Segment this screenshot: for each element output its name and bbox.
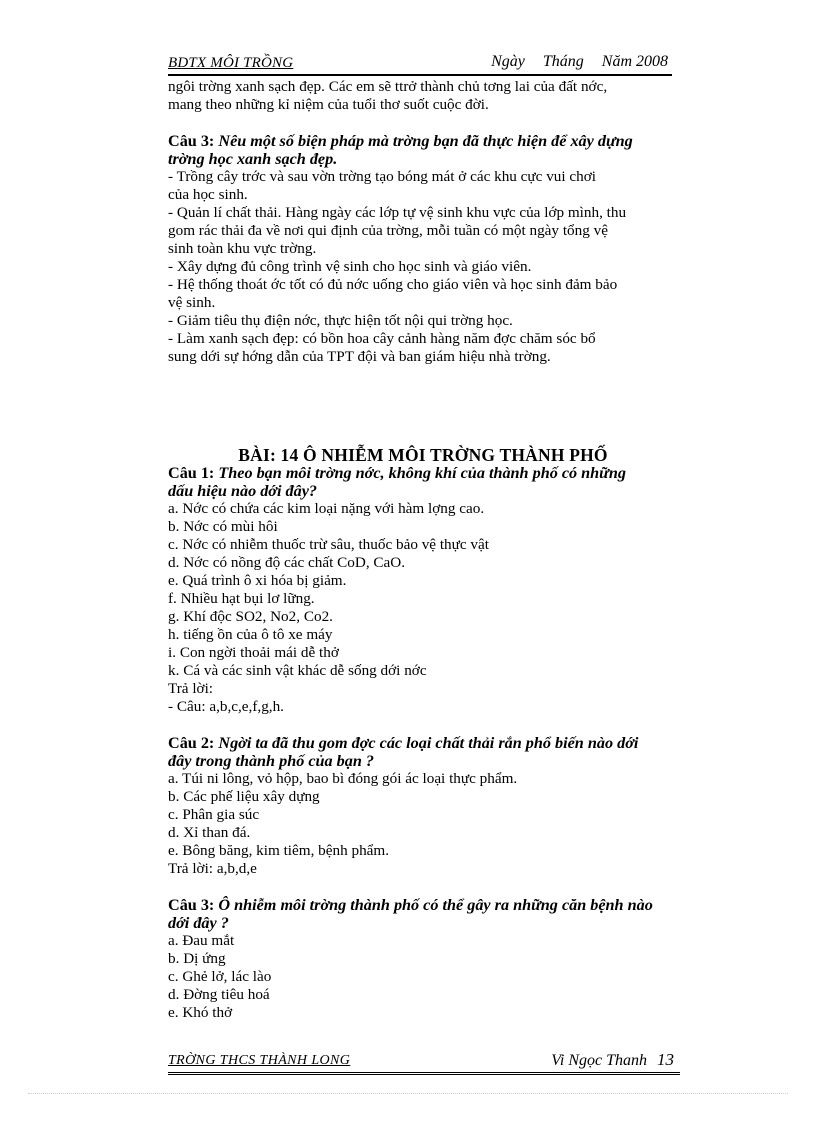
answer-line: - Xây dựng đủ công trình vệ sinh cho học sinh và giáo viên. <box>168 258 532 275</box>
answer-line: của học sinh. <box>168 186 248 203</box>
question-heading <box>168 464 678 482</box>
question-heading-cont <box>168 150 678 168</box>
option-line: f. Nhiều hạt bụi lơ lững. <box>168 590 315 607</box>
option-line: d. Xỉ than đá. <box>168 824 251 841</box>
question-heading <box>168 896 678 914</box>
header-date <box>473 53 668 71</box>
question-text: trờng học xanh sạch đẹp. <box>168 150 338 168</box>
question-label: Câu 3: <box>168 132 215 150</box>
option-line: c. Phân gia súc <box>168 806 260 823</box>
page-content <box>168 78 678 1022</box>
option-line: b. Nớc có mùi hôi <box>168 518 278 535</box>
question-text: Ngời ta đã thu gom đợc các loại chất thải rắn phổ biến nào dới <box>218 734 639 752</box>
page-footer <box>168 1050 680 1075</box>
option-line: e. Quá trình ô xi hóa bị giảm. <box>168 572 347 589</box>
option-line: h. tiếng ồn của ô tô xe máy <box>168 626 333 643</box>
question-text: Nêu một số biện pháp mà trờng bạn đã thực hiện để xây dựng <box>218 132 633 150</box>
footer-author-block <box>551 1050 674 1070</box>
intro-line: mang theo những kỉ niệm của tuổi thơ suốt cuộc đời. <box>168 96 489 113</box>
question-text: Theo bạn môi trờng nớc, không khí của thành phố có những <box>218 464 626 482</box>
option-line: a. Đau mắt <box>168 932 235 949</box>
question-heading-cont <box>168 752 678 770</box>
question-text: đây trong thành phố của bạn ? <box>168 752 374 770</box>
answer-label: Trả lời: <box>168 680 214 697</box>
option-line: i. Con ngời thoải mái dễ thở <box>168 644 339 661</box>
answer-line: - Hệ thống thoát ớc tốt có đủ nớc uống cho giáo viên và học sinh đảm bảo <box>168 276 618 293</box>
answer-line: gom rác thải đa về nơi qui định của trờng, mỗi tuần có một ngày tổng vệ <box>168 222 608 239</box>
question-text: dấu hiệu nào dới đây? <box>168 482 317 500</box>
page-bottom-divider <box>28 1093 788 1094</box>
answer-line: vệ sinh. <box>168 294 216 311</box>
option-line: d. Nớc có nồng độ các chất CoD, CaO. <box>168 554 406 571</box>
question-label: Câu 3: <box>168 896 215 914</box>
option-line: k. Cá và các sinh vật khác dễ sống dới nớc <box>168 662 427 679</box>
page-number: 13 <box>657 1050 674 1069</box>
footer-author: Vi Ngọc Thanh <box>551 1052 647 1069</box>
answer-line: - Giảm tiêu thụ điện nớc, thực hiện tốt nội qui trờng học. <box>168 312 513 329</box>
answer-line: - Làm xanh sạch đẹp: có bồn hoa cây cảnh hàng năm đợc chăm sóc bổ <box>168 330 596 347</box>
lesson-title: BÀI: 14 Ô NHIỄM MÔI TRỜNG THÀNH PHỐ <box>238 445 608 465</box>
option-line: a. Túi ni lông, vỏ hộp, bao bì đóng gói ác loại thực phẩm. <box>168 770 518 787</box>
option-line: b. Dị ứng <box>168 950 226 967</box>
header-day: Ngày <box>491 53 525 70</box>
option-line: c. Nớc có nhiễm thuốc trừ sâu, thuốc bảo vệ thực vật <box>168 536 489 553</box>
question-heading-cont <box>168 482 678 500</box>
option-line: d. Đờng tiêu hoá <box>168 986 270 1003</box>
option-line: c. Ghẻ lở, lác lào <box>168 968 272 985</box>
option-line: g. Khí độc SO2, No2, Co2. <box>168 608 333 625</box>
answer-line: sung dới sự hớng dẫn của TPT đội và ban giám hiệu nhà trờng. <box>168 348 551 365</box>
question-heading <box>168 734 678 752</box>
header-course-title: BDTX MÔI TRỒNG <box>168 55 294 71</box>
header-month: Tháng <box>542 53 584 70</box>
answer-line: sinh toàn khu vực trờng. <box>168 240 317 257</box>
option-line: a. Nớc có chứa các kim loại nặng với hàm lợng cao. <box>168 500 485 517</box>
question-label: Câu 2: <box>168 734 215 752</box>
question-heading-cont <box>168 914 678 932</box>
answer-line: - Câu: a,b,c,e,f,g,h. <box>168 698 284 715</box>
header-year: Năm 2008 <box>601 53 668 70</box>
question-heading <box>168 132 678 150</box>
option-line: b. Các phế liệu xây dựng <box>168 788 320 805</box>
question-text: Ô nhiễm môi trờng thành phố có thể gây ra những căn bệnh nào <box>218 896 653 914</box>
question-text: dới đây ? <box>168 914 229 932</box>
intro-line: ngôi trờng xanh sạch đẹp. Các em sẽ ttrở thành chủ tơng lai của đất nớc, <box>168 78 608 95</box>
answer-line: Trả lời: a,b,d,e <box>168 860 257 877</box>
option-line: e. Khó thở <box>168 1004 233 1021</box>
page-header <box>168 52 672 76</box>
option-line: e. Bông băng, kim tiêm, bệnh phẩm. <box>168 842 390 859</box>
footer-school-name: TRỜNG THCS THÀNH LONG <box>168 1053 351 1068</box>
question-label: Câu 1: <box>168 464 215 482</box>
answer-line: - Quản lí chất thải. Hàng ngày các lớp tự vệ sinh khu vực của lớp mình, thu <box>168 204 627 221</box>
answer-line: - Trồng cây trớc và sau vờn trờng tạo bóng mát ở các khu cực vui chơi <box>168 168 596 185</box>
